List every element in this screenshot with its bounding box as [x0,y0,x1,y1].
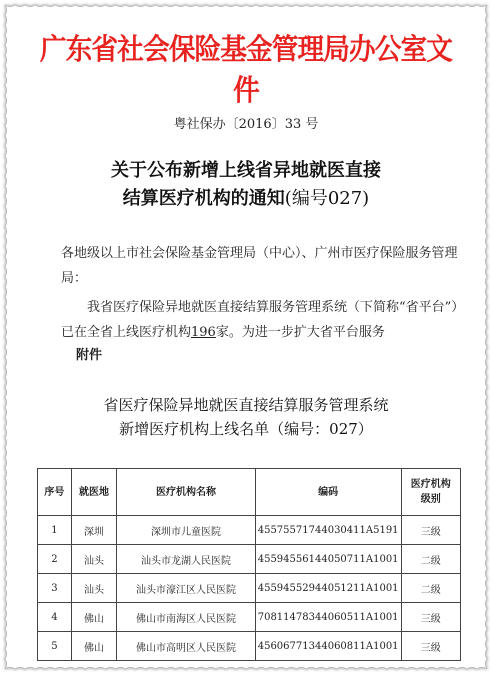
cell-city: 佛山 [71,603,117,632]
doc-title-line2 [9,185,483,213]
list-title [9,393,483,441]
body-text-after: 家。为进一步扩大省平台服务 [215,325,385,340]
body-paragraph [61,295,461,345]
cell-name: 佛山市南海区人民医院 [117,603,255,632]
cell-no: 1 [38,516,72,545]
list-title-line2: 新增医疗机构上线名单（编号：027） [119,420,373,438]
cell-code: 45594556144050711A1001 [255,545,401,574]
cell-no: 5 [38,632,72,661]
table-row [38,574,461,603]
table-row [38,516,461,545]
cell-no: 4 [38,603,72,632]
header-name: 医疗机构名称 [117,469,255,516]
table-row [38,545,461,574]
cell-city: 汕头 [71,545,117,574]
cell-name: 深圳市儿童医院 [117,516,255,545]
cell-name: 佛山市高明区人民医院 [117,632,255,661]
institution-table [37,468,461,661]
cell-level: 三级 [401,516,460,545]
cell-code: 45606771344060811A1001 [255,632,401,661]
doc-title [9,157,483,213]
attachment-label: 附件 [76,348,103,363]
cell-code: 70811478344060511A1001 [255,603,401,632]
addressee: 各地级以上市社会保险基金管理局（中心）、广州市医疗保险服务管理局： [61,246,458,286]
cell-no: 2 [38,545,72,574]
header-no: 序号 [38,469,72,516]
cell-level: 三级 [401,632,460,661]
header-code: 编码 [255,469,401,516]
header-city: 就医地 [71,469,117,516]
doc-title-line2-text: 结算医疗机构的通知 [122,188,285,209]
cell-no: 3 [38,574,72,603]
table-row [38,632,461,661]
cell-city: 深圳 [71,516,117,545]
cell-name: 汕头市龙湖人民医院 [117,545,255,574]
header-level-line1: 医疗机构 [410,479,451,490]
doc-title-code: (编号027) [284,188,370,209]
cell-city: 佛山 [71,632,117,661]
doc-title-line1: 关于公布新增上线省异地就医直接 [111,160,381,181]
table-row [38,603,461,632]
cell-level: 二级 [401,545,460,574]
table-header-row [38,469,461,516]
doc-number: 粤社保办〔2016〕33 号 [173,117,319,132]
document-page [9,9,483,665]
doc-header: 广东省社会保险基金管理局办公室文件 [39,32,453,107]
list-title-line1: 省医疗保险异地就医直接结算服务管理系统 [103,396,389,414]
body-count: 196 [191,325,216,340]
header-level-line2: 级别 [420,494,441,505]
body-text-before: 我省医疗保险异地就医直接结算服务管理系统（下简称“省平台”）已在全省上线医疗机构 [61,300,458,340]
cell-level: 三级 [401,603,460,632]
cell-level: 二级 [401,574,460,603]
header-level [401,469,460,516]
cell-code: 45575571744030411A5191 [255,516,401,545]
cell-city: 汕头 [71,574,117,603]
cell-name: 汕头市濠江区人民医院 [117,574,255,603]
cell-code: 45594552944051211A1001 [255,574,401,603]
